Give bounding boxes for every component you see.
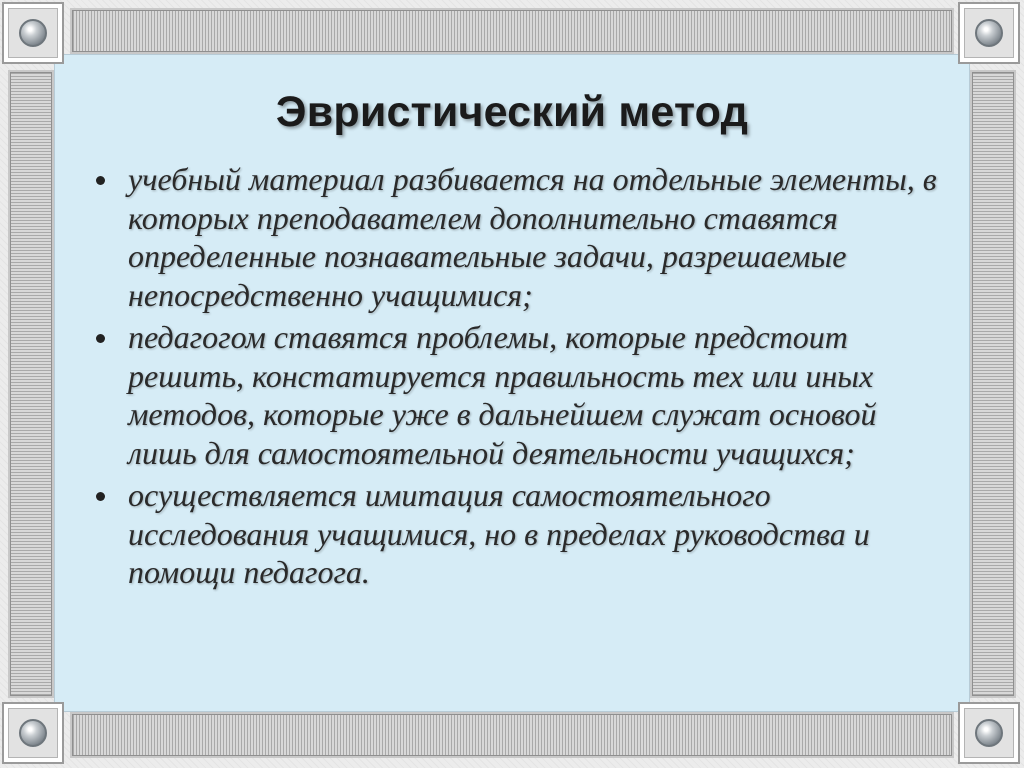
slide-title: Эвристический метод <box>275 88 749 136</box>
bullet-dot-icon <box>96 334 105 343</box>
metal-rivet-icon <box>975 719 1003 747</box>
bullet-text: педагогом ставятся проблемы, которые предстоит решить, констатируется правильность тех или иных методов, которые уже в дальнейшем служат основой лишь для самостоятельной деятельности учащихся; <box>128 319 877 471</box>
bullet-item <box>92 318 952 472</box>
bullet-list <box>92 160 952 596</box>
metal-rivet-icon <box>975 19 1003 47</box>
corner-bottom-left <box>2 702 64 764</box>
frame-bottom-bar <box>70 712 954 758</box>
bullet-item <box>92 160 952 314</box>
metal-rivet-icon <box>19 19 47 47</box>
bullet-dot-icon <box>96 492 105 501</box>
metal-rivet-icon <box>19 719 47 747</box>
corner-bottom-right <box>958 702 1020 764</box>
bullet-text: учебный материал разбивается на отдельные элементы, в которых преподавателем дополнительно ставятся определенные познавательные задачи, разрешаемые непосредственно учащимися; <box>128 161 937 313</box>
bullet-item <box>92 476 952 592</box>
frame-top-bar <box>70 8 954 54</box>
frame-left-bar <box>8 70 54 698</box>
corner-top-right <box>958 2 1020 64</box>
bullet-dot-icon <box>96 176 105 185</box>
frame-right-bar <box>970 70 1016 698</box>
corner-top-left <box>2 2 64 64</box>
bullet-text: осуществляется имитация самостоятельного исследования учащимися, но в пределах руководства и помощи педагога. <box>128 477 870 590</box>
